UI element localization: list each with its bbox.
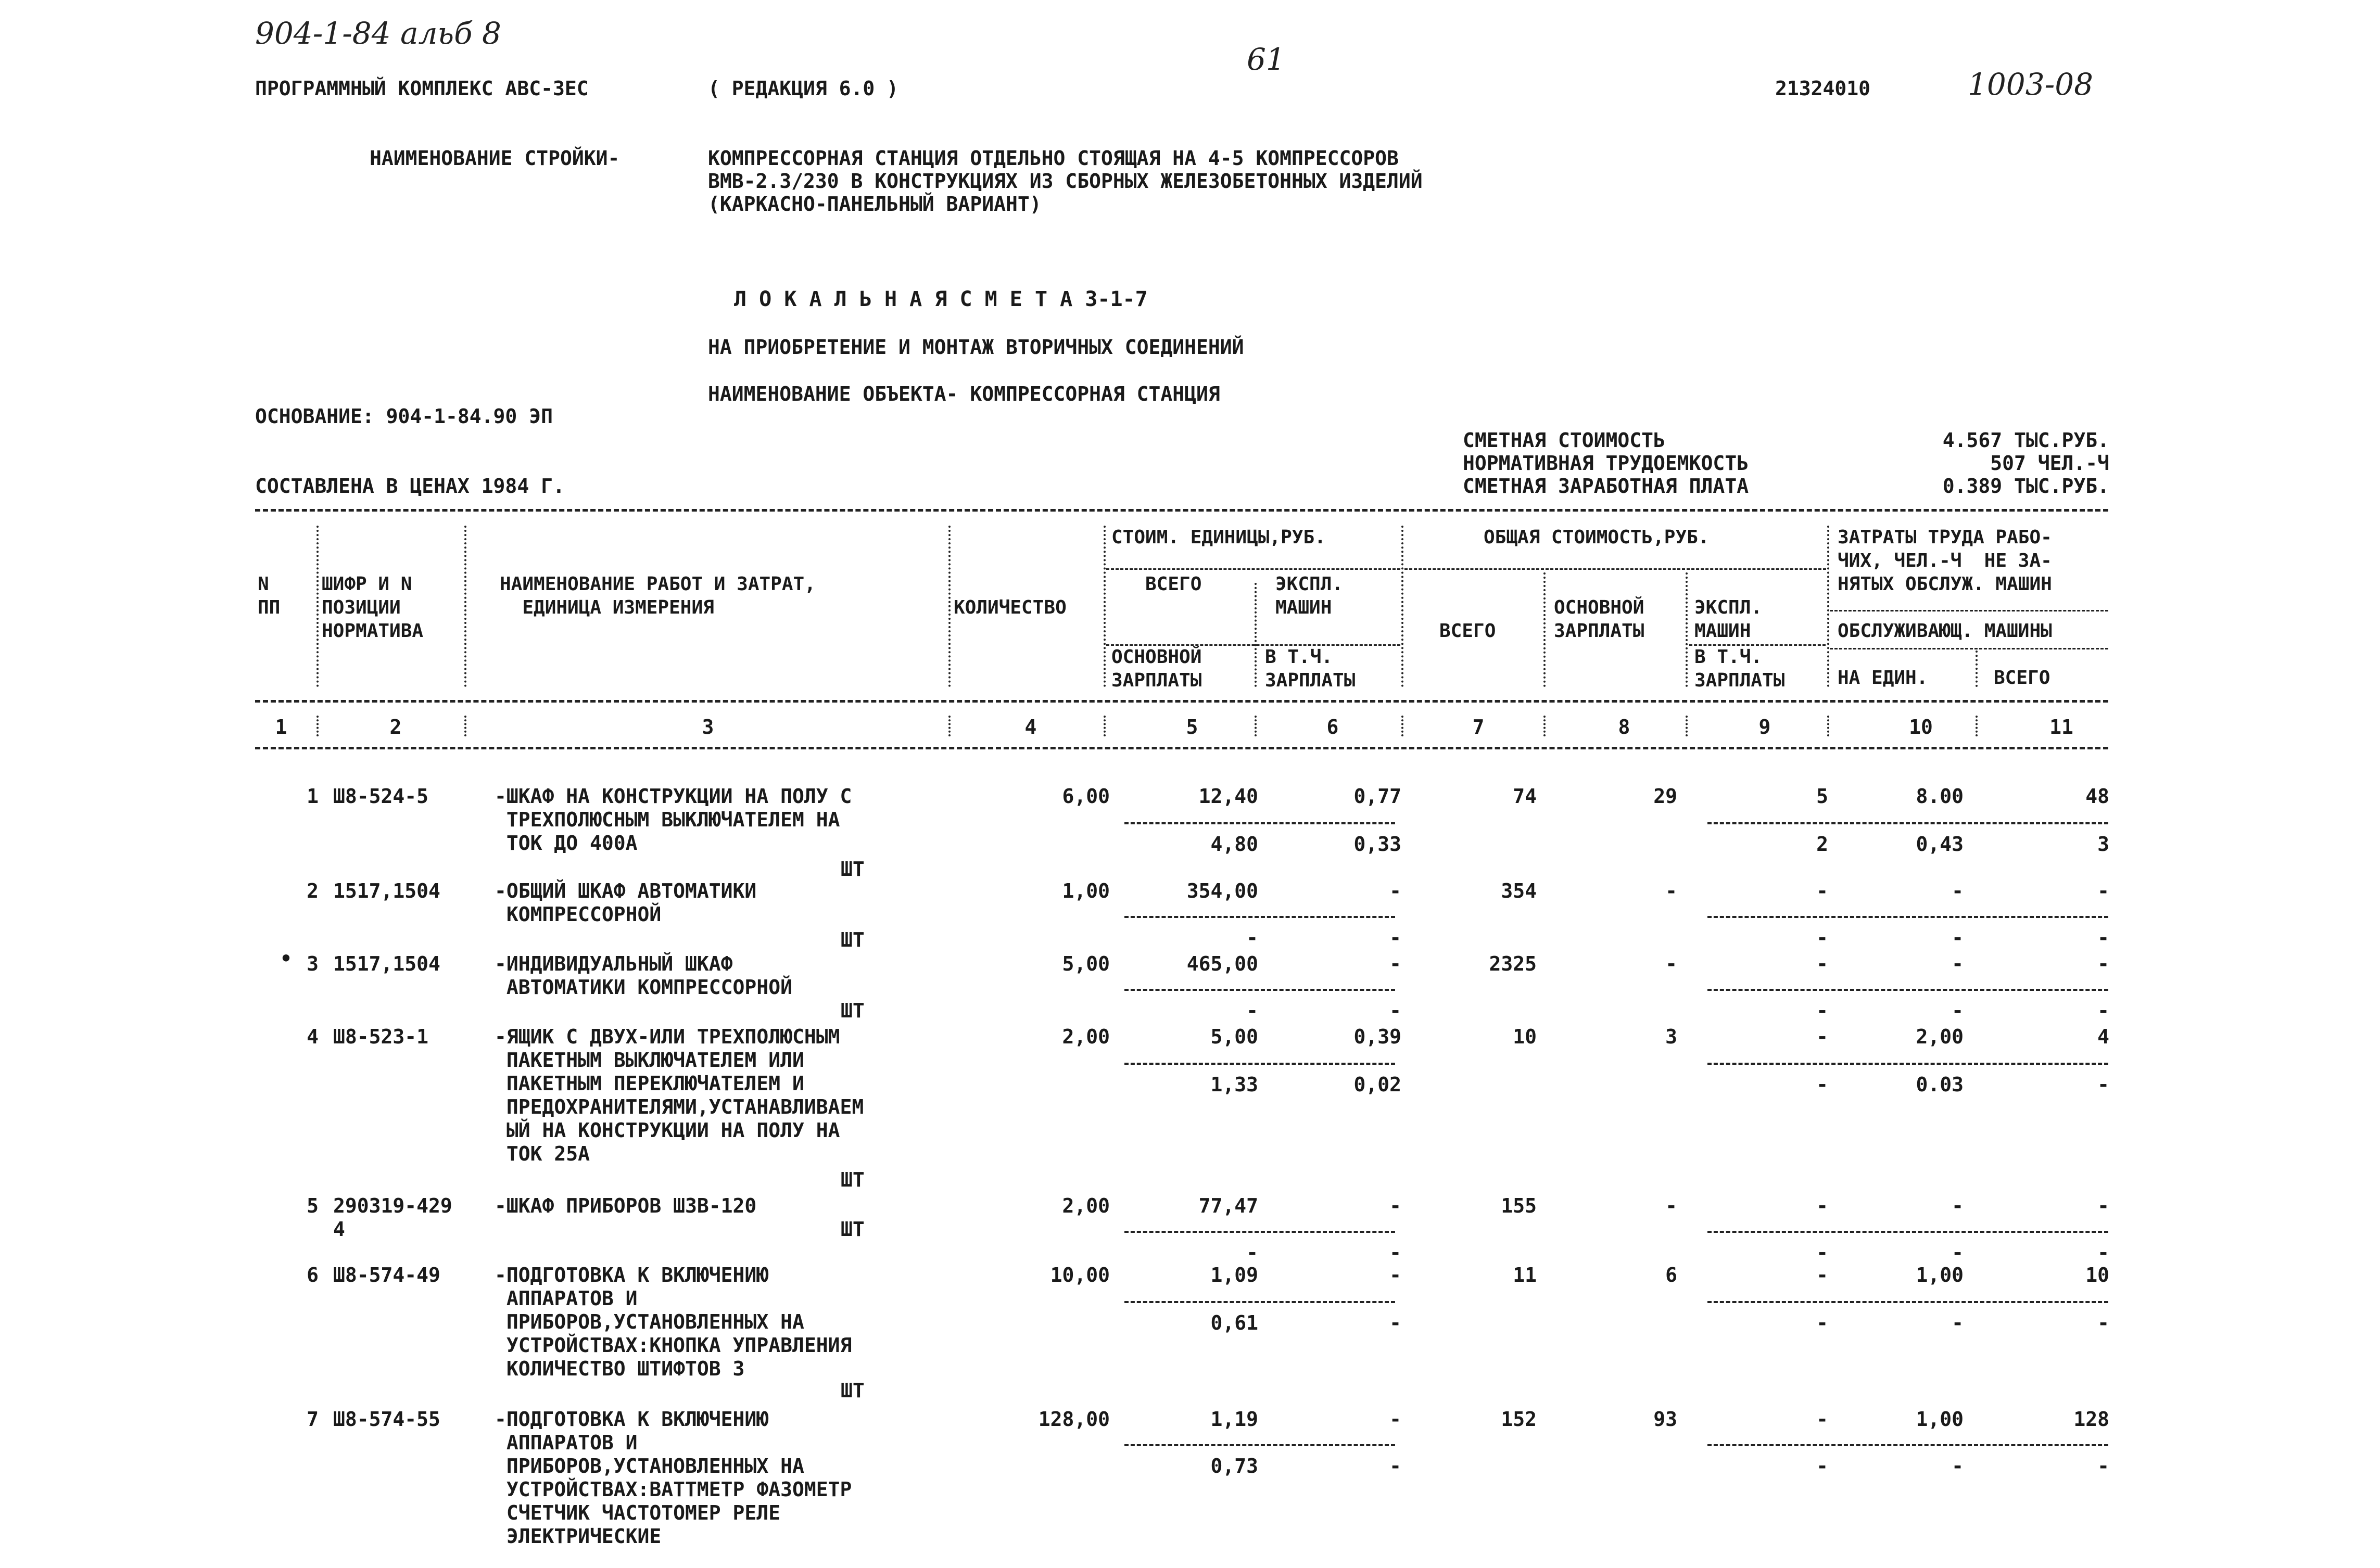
row-total-machines: - xyxy=(1816,1194,1828,1217)
row-labor-unit-service: - xyxy=(1952,999,1964,1022)
header-labor-unit: НА ЕДИН. xyxy=(1838,667,1928,689)
colnum-10: 10 xyxy=(1909,716,1933,738)
colnum-5: 5 xyxy=(1186,716,1198,738)
colnum-sep-e xyxy=(1255,716,1257,736)
row-labor-total-service: 3 xyxy=(2097,833,2109,856)
row-labor-unit: 2,00 xyxy=(1916,1025,1964,1048)
col-sep-2 xyxy=(464,526,466,687)
header-total-all: ВСЕГО xyxy=(1439,620,1496,642)
handwritten-sheet-code: 1003-08 xyxy=(1968,67,2094,102)
colnum-4: 4 xyxy=(1024,716,1037,738)
colnum-sep-c xyxy=(948,716,951,736)
row-number: 2 xyxy=(307,879,319,902)
row-total-incl-wage: - xyxy=(1816,1311,1828,1334)
colnum-sep-h xyxy=(1686,716,1688,736)
row-quantity: 10,00 xyxy=(1050,1264,1110,1286)
colnum-sep-j xyxy=(1976,716,1978,736)
summary-label-cost: СМЕТНАЯ СТОИМОСТЬ xyxy=(1463,429,1665,452)
row-unit-total: 12,40 xyxy=(1198,785,1258,808)
header-unit-total: ВСЕГО xyxy=(1145,573,1202,595)
row-unit-incl-wage: - xyxy=(1389,999,1401,1022)
table-header-rule xyxy=(255,700,2108,703)
colnum-sep-g xyxy=(1543,716,1546,736)
row-unit: ШТ xyxy=(841,858,865,881)
col-sep-8 xyxy=(1686,572,1688,687)
header-unit-incl-wage: В Т.Ч. ЗАРПЛАТЫ xyxy=(1265,646,1356,691)
row-total: 74 xyxy=(1513,785,1537,808)
labor-subrule-2 xyxy=(1830,648,2108,649)
row-unit-total: 77,47 xyxy=(1198,1194,1258,1217)
header-quantity: КОЛИЧЕСТВО xyxy=(954,597,1067,618)
row-total-wage: - xyxy=(1665,1194,1677,1217)
header-labor-service: ОБСЛУЖИВАЮЩ. МАШИНЫ xyxy=(1838,620,2052,642)
row-code: Ш8-524-5 xyxy=(333,785,429,808)
row-labor-unit: 1,00 xyxy=(1916,1408,1964,1431)
row-quantity: 6,00 xyxy=(1062,785,1110,808)
row-unit-machines: 0,39 xyxy=(1353,1025,1401,1048)
row-number: 6 xyxy=(307,1264,319,1286)
labor-subrule xyxy=(1830,610,2108,611)
row-labor-total: - xyxy=(2097,1194,2109,1217)
header-unit-cost: СТОИМ. ЕДИНИЦЫ,РУБ. xyxy=(1111,527,1326,548)
row-unit-machines: - xyxy=(1389,879,1401,902)
row-code: 290319-429 4 xyxy=(333,1194,452,1241)
col-sep-6 xyxy=(1401,526,1403,687)
summary-label-wage: СМЕТНАЯ ЗАРАБОТНАЯ ПЛАТА xyxy=(1463,475,1749,498)
construction-line-3: (КАРКАСНО-ПАНЕЛЬНЫЙ ВАРИАНТ) xyxy=(708,193,1042,215)
summary-label-labor: НОРМАТИВНАЯ ТРУДОЕМКОСТЬ xyxy=(1463,452,1749,475)
row-code: Ш8-574-55 xyxy=(333,1408,440,1431)
row-quantity: 2,00 xyxy=(1062,1194,1110,1217)
row-labor-total: 128 xyxy=(2073,1408,2109,1431)
table-top-rule xyxy=(255,509,2108,512)
row-underline-unit-cost xyxy=(1124,822,1395,824)
row-total-wage: 6 xyxy=(1665,1264,1677,1286)
row-underline-labor xyxy=(1707,1444,2108,1446)
program-edition: ( РЕДАКЦИЯ 6.0 ) xyxy=(708,77,899,100)
program-name: ПРОГРАММНЫЙ КОМПЛЕКС АВС-3ЕС xyxy=(255,77,589,100)
row-unit-wage: - xyxy=(1246,999,1258,1022)
header-total-incl-wage: В Т.Ч. ЗАРПЛАТЫ xyxy=(1694,646,1785,691)
handwritten-archive-note: 904-1-84 альб 8 xyxy=(255,16,501,51)
row-underline-unit-cost xyxy=(1124,1444,1395,1446)
row-number: 3 xyxy=(307,952,319,975)
row-underline-labor xyxy=(1707,916,2108,918)
row-unit-machines: - xyxy=(1389,952,1401,975)
row-total-incl-wage: - xyxy=(1816,1073,1828,1096)
colnum-1: 1 xyxy=(275,716,287,738)
row-total: 155 xyxy=(1501,1194,1537,1217)
row-name: -ШКАФ НА КОНСТРУКЦИИ НА ПОЛУ С ТРЕХПОЛЮСНЫМ ВЫКЛЮЧАТЕЛЕМ НА ТОК ДО 400А xyxy=(495,785,852,855)
colnum-7: 7 xyxy=(1472,716,1485,738)
row-name: -ОБЩИЙ ШКАФ АВТОМАТИКИ КОМПРЕССОРНОЙ xyxy=(495,879,757,926)
col-sep-10 xyxy=(1976,651,1978,687)
estimate-basis: ОСНОВАНИЕ: 904-1-84.90 ЭП xyxy=(255,405,553,428)
row-unit-machines: 0,77 xyxy=(1353,785,1401,808)
row-unit-total: 465,00 xyxy=(1186,952,1258,975)
row-total-wage: 29 xyxy=(1653,785,1677,808)
row-underline-unit-cost xyxy=(1124,1231,1395,1233)
row-total-wage: - xyxy=(1665,879,1677,902)
summary-value-cost: 4.567 ТЫС.РУБ. xyxy=(1942,429,2109,452)
row-total-machines: - xyxy=(1816,1025,1828,1048)
row-total: 152 xyxy=(1501,1408,1537,1431)
colnum-sep-d xyxy=(1104,716,1106,736)
row-name: -ШКАФ ПРИБОРОВ ШЗВ-120 xyxy=(495,1194,757,1217)
row-unit-machines: - xyxy=(1389,1264,1401,1286)
row-quantity: 5,00 xyxy=(1062,952,1110,975)
row-unit-total: 1,09 xyxy=(1210,1264,1258,1286)
row-underline-unit-cost xyxy=(1124,1063,1395,1065)
colnum-sep-b xyxy=(464,716,466,736)
row-quantity: 1,00 xyxy=(1062,879,1110,902)
row-labor-unit-service: - xyxy=(1952,1311,1964,1334)
row-number: 7 xyxy=(307,1408,319,1431)
header-total-cost: ОБЩАЯ СТОИМОСТЬ,РУБ. xyxy=(1484,527,1710,548)
row-labor-total-service: - xyxy=(2097,1241,2109,1264)
row-total: 11 xyxy=(1513,1264,1537,1286)
row-quantity: 2,00 xyxy=(1062,1025,1110,1048)
row-labor-unit: 1,00 xyxy=(1916,1264,1964,1286)
row-unit-wage: 4,80 xyxy=(1210,833,1258,856)
row-labor-unit-service: - xyxy=(1952,1241,1964,1264)
row-number: 5 xyxy=(307,1194,319,1217)
col-sep-7 xyxy=(1543,572,1546,687)
row-total-wage: 93 xyxy=(1653,1408,1677,1431)
summary-value-labor: 507 ЧЕЛ.-Ч xyxy=(1990,452,2109,475)
row-underline-labor xyxy=(1707,989,2108,991)
document-code: 21324010 xyxy=(1775,77,1871,100)
row-labor-unit: - xyxy=(1952,952,1964,975)
row-total-machines: - xyxy=(1816,879,1828,902)
price-level: СОСТАВЛЕНА В ЦЕНАХ 1984 Г. xyxy=(255,475,565,498)
row-quantity: 128,00 xyxy=(1038,1408,1110,1431)
colnum-sep-i xyxy=(1827,716,1829,736)
row-labor-unit-service: 0.03 xyxy=(1916,1073,1964,1096)
unit-cost-subrule xyxy=(1106,568,1400,570)
handwritten-page-number: 61 xyxy=(1247,42,1285,77)
colnum-2: 2 xyxy=(389,716,402,738)
colnum-sep-f xyxy=(1401,716,1403,736)
row-unit-incl-wage: - xyxy=(1389,1311,1401,1334)
summary-value-wage: 0.389 ТЫС.РУБ. xyxy=(1942,475,2109,498)
row-underline-labor xyxy=(1707,822,2108,824)
row-total-machines: - xyxy=(1816,1408,1828,1431)
row-unit-wage: 0,73 xyxy=(1210,1455,1258,1477)
row-name: -ИНДИВИДУАЛЬНЫЙ ШКАФ АВТОМАТИКИ КОМПРЕССОРНОЙ xyxy=(495,952,792,999)
construction-line-1: КОМПРЕССОРНАЯ СТАНЦИЯ ОТДЕЛЬНО СТОЯЩАЯ НА 4-5 КОМПРЕССОРОВ xyxy=(708,147,1399,170)
row-labor-total: - xyxy=(2097,879,2109,902)
header-work-name: НАИМЕНОВАНИЕ РАБОТ И ЗАТРАТ, ЕДИНИЦА ИЗМЕРЕНИЯ xyxy=(500,573,816,618)
row-labor-unit-service: - xyxy=(1952,1455,1964,1477)
row-labor-unit: - xyxy=(1952,879,1964,902)
row-code: Ш8-574-49 xyxy=(333,1264,440,1286)
row-unit: ШТ xyxy=(841,1218,865,1241)
colnum-8: 8 xyxy=(1618,716,1630,738)
row-total-machines: - xyxy=(1816,1264,1828,1286)
row-code: Ш8-523-1 xyxy=(333,1025,429,1048)
colnum-9: 9 xyxy=(1758,716,1771,738)
header-unit-wage: ОСНОВНОЙ ЗАРПЛАТЫ xyxy=(1111,646,1202,691)
header-total-wage: ОСНОВНОЙ ЗАРПЛАТЫ xyxy=(1554,597,1644,642)
row-labor-unit-service: 0,43 xyxy=(1916,833,1964,856)
row-unit-incl-wage: 0,33 xyxy=(1353,833,1401,856)
col-sep-3 xyxy=(948,526,951,687)
row-unit-incl-wage: - xyxy=(1389,1455,1401,1477)
row-underline-labor xyxy=(1707,1301,2108,1303)
row-labor-total: - xyxy=(2097,952,2109,975)
row-code: 1517,1504 xyxy=(333,879,440,902)
row-unit-total: 5,00 xyxy=(1210,1025,1258,1048)
estimate-subtitle: НА ПРИОБРЕТЕНИЕ И МОНТАЖ ВТОРИЧНЫХ СОЕДИНЕНИЙ xyxy=(708,336,1244,359)
row-unit: ШТ xyxy=(841,1379,865,1402)
row-labor-total-service: - xyxy=(2097,999,2109,1022)
col-sep-1 xyxy=(317,526,319,687)
row-labor-total-service: - xyxy=(2097,926,2109,949)
row-unit-wage: - xyxy=(1246,1241,1258,1264)
row-total: 354 xyxy=(1501,879,1537,902)
row-total-wage: - xyxy=(1665,952,1677,975)
header-code: ШИФР И N ПОЗИЦИИ НОРМАТИВА xyxy=(322,573,424,642)
total-cost-subrule xyxy=(1404,568,1826,570)
object-name: НАИМЕНОВАНИЕ ОБЪЕКТА- КОМПРЕССОРНАЯ СТАНЦИЯ xyxy=(708,383,1220,405)
header-labor-total: ВСЕГО xyxy=(1994,667,2050,689)
row-number: 4 xyxy=(307,1025,319,1048)
construction-line-2: ВМВ-2.3/230 В КОНСТРУКЦИЯХ ИЗ СБОРНЫХ ЖЕЛЕЗОБЕТОННЫХ ИЗДЕЛИЙ xyxy=(708,170,1423,193)
col-sep-5 xyxy=(1255,583,1257,687)
row-labor-total: 4 xyxy=(2097,1025,2109,1048)
table-numbers-rule xyxy=(255,747,2108,749)
row-unit-incl-wage: - xyxy=(1389,1241,1401,1264)
row-total-wage: 3 xyxy=(1665,1025,1677,1048)
row-underline-unit-cost xyxy=(1124,1301,1395,1303)
row-unit-wage: 0,61 xyxy=(1210,1311,1258,1334)
row-labor-unit-service: - xyxy=(1952,926,1964,949)
row-total-machines: 5 xyxy=(1816,785,1828,808)
row-total-incl-wage: - xyxy=(1816,999,1828,1022)
row-total: 10 xyxy=(1513,1025,1537,1048)
row-unit: ШТ xyxy=(841,928,865,951)
row-labor-unit: - xyxy=(1952,1194,1964,1217)
row-labor-total-service: - xyxy=(2097,1311,2109,1334)
row-labor-total: 10 xyxy=(2085,1264,2109,1286)
colnum-11: 11 xyxy=(2049,716,2073,738)
row-total-incl-wage: - xyxy=(1816,926,1828,949)
row-code: 1517,1504 xyxy=(333,952,440,975)
row-total-machines: - xyxy=(1816,952,1828,975)
colnum-sep-a xyxy=(317,716,319,736)
estimate-title: Л О К А Л Ь Н А Я С М Е Т А 3-1-7 xyxy=(734,287,1148,311)
row-unit-machines: - xyxy=(1389,1194,1401,1217)
col-sep-4 xyxy=(1104,526,1106,687)
header-labor: ЗАТРАТЫ ТРУДА РАБО- ЧИХ, ЧЕЛ.-Ч НЕ ЗА- НЯТЫХ ОБСЛУЖ. МАШИН xyxy=(1838,527,2052,595)
row-underline-labor xyxy=(1707,1063,2108,1065)
row-unit-incl-wage: - xyxy=(1389,926,1401,949)
row-labor-unit: 8.00 xyxy=(1916,785,1964,808)
col-sep-9 xyxy=(1827,526,1829,687)
row-underline-labor xyxy=(1707,1231,2108,1233)
header-unit-machines: ЭКСПЛ. МАШИН xyxy=(1275,573,1344,618)
row-total-incl-wage: 2 xyxy=(1816,833,1828,856)
row-name: -ЯЩИК С ДВУХ-ИЛИ ТРЕХПОЛЮСНЫМ ПАКЕТНЫМ ВЫКЛЮЧАТЕЛЕМ ИЛИ ПАКЕТНЫМ ПЕРЕКЛЮЧАТЕЛЕМ И ПРЕДОХРАНИТЕЛЯМИ,УСТАНАВЛИВАЕМ ЫЙ НА КОНСТРУКЦИИ НА ПОЛУ НА ТОК 25А xyxy=(495,1025,864,1165)
row-number: 1 xyxy=(307,785,319,808)
row-underline-unit-cost xyxy=(1124,916,1395,918)
row-unit-total: 1,19 xyxy=(1210,1408,1258,1431)
row-unit-incl-wage: 0,02 xyxy=(1353,1073,1401,1096)
row-unit-wage: - xyxy=(1246,926,1258,949)
row-unit: ШТ xyxy=(841,999,865,1022)
row-unit-wage: 1,33 xyxy=(1210,1073,1258,1096)
construction-label: НАИМЕНОВАНИЕ СТРОЙКИ- xyxy=(370,147,620,170)
colnum-3: 3 xyxy=(702,716,714,738)
row-name: -ПОДГОТОВКА К ВКЛЮЧЕНИЮ АППАРАТОВ И ПРИБОРОВ,УСТАНОВЛЕННЫХ НА УСТРОЙСТВАХ:ВАТТМЕТР ФАЗОМЕТР СЧЕТЧИК ЧАСТОТОМЕР РЕЛЕ ЭЛЕКТРИЧЕСКИЕ xyxy=(495,1408,852,1548)
row-total-incl-wage: - xyxy=(1816,1241,1828,1264)
row-unit: ШТ xyxy=(841,1168,865,1191)
row-name: -ПОДГОТОВКА К ВКЛЮЧЕНИЮ АППАРАТОВ И ПРИБОРОВ,УСТАНОВЛЕННЫХ НА УСТРОЙСТВАХ:КНОПКА УПРАВЛЕНИЯ КОЛИЧЕСТВО ШТИФТОВ 3 xyxy=(495,1264,852,1380)
header-row-number: N ПП xyxy=(258,573,281,618)
header-total-machines: ЭКСПЛ. МАШИН xyxy=(1694,597,1763,642)
row-labor-total-service: - xyxy=(2097,1455,2109,1477)
row-unit-machines: - xyxy=(1389,1408,1401,1431)
row-total: 2325 xyxy=(1489,952,1537,975)
row-underline-unit-cost xyxy=(1124,989,1395,991)
row-labor-total: 48 xyxy=(2085,785,2109,808)
row-mark: • xyxy=(280,947,292,970)
row-total-incl-wage: - xyxy=(1816,1455,1828,1477)
row-labor-total-service: - xyxy=(2097,1073,2109,1096)
colnum-6: 6 xyxy=(1326,716,1339,738)
row-unit-total: 354,00 xyxy=(1186,879,1258,902)
